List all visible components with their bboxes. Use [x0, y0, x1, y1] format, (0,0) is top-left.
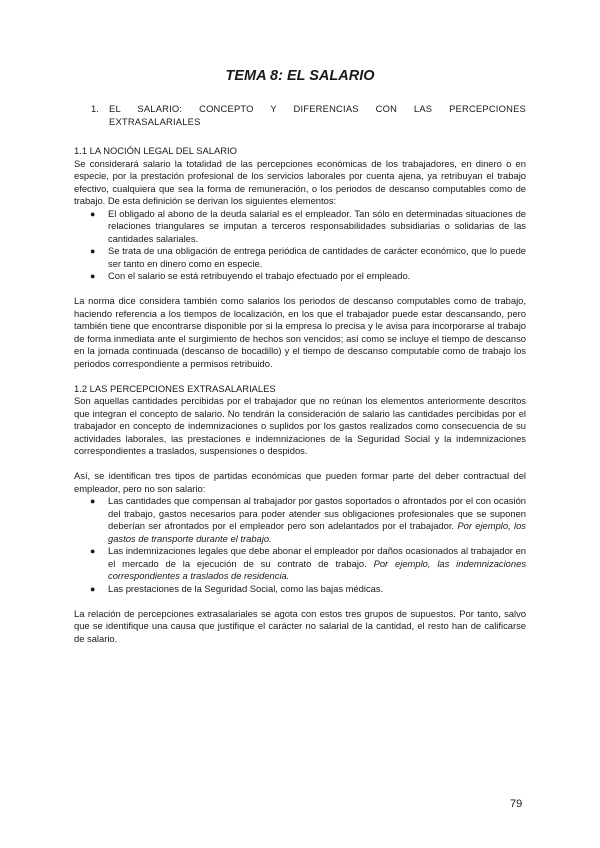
- bullet-list: [74, 495, 526, 595]
- section-number: 1.: [91, 103, 99, 114]
- paragraph: La norma dice considera también como salarios los periodos de descanso computables como de trabajo, haciendo referencia a los tiempos de localización, en los que el trabajador puede estar descansando, pero también tiene que encontrarse disponible por si la empresa lo precisa y le avisa para incorporarse al trabajo de forma inmediata ante el surgimiento de hechos son vencidos; así como se incluye el tiempo de descanso en la jornada continuada (descanso de bocadillo) y el tiempo de descanso computable como de trabajo los periodos correspondiente a permisos retribuido.: [74, 295, 526, 369]
- list-item: ● Se trata de una obligación de entrega periódica de cantidades de carácter económico, que lo puede ser tanto en dinero como en especie.: [90, 245, 526, 269]
- bullet-icon: ●: [90, 583, 96, 594]
- subsection-heading-1-2: 1.2 LAS PERCEPCIONES EXTRASALARIALES: [74, 382, 276, 394]
- subsection-heading-1-1: 1.1 LA NOCIÓN LEGAL DEL SALARIO: [74, 145, 237, 156]
- bullet-icon: ●: [90, 546, 96, 556]
- paragraph: Se considerará salario la totalidad de las percepciones económicas de los trabajadores, en dinero o en especie, por la prestación profesional de los servicios laborales por cuenta ajena, ya retribuyan el trabajo efectivo, cualquiera que sea la forma de remuneración, o los periodos de descanso computables como de trabajo. De esta definición se derivan los siguientes elementos:: [74, 157, 526, 206]
- list-item: ● El obligado al abono de la deuda salarial es el empleador. Tan sólo en determinadas situaciones de relaciones triangulares se imputan a terceros responsabilidades subsidiarias o solidarias de las cantidades salariales.: [90, 207, 526, 244]
- paragraph: Son aquellas cantidades percibidas por el trabajador que no reúnan los elementos anteriormente descritos que integran el concepto de salario. No tendrán la consideración de salario las cantidades percibidas por el trabajador en concepto de indemnizaciones o suplidos por los gastos realizados como consecuencia de su actividades laborales, las prestaciones e indemnizaciones de la Seguridad Social y la indemnizaciones correspondientes a traslados, suspensiones o despidos.: [74, 395, 526, 456]
- page-number: 79: [510, 798, 523, 810]
- bullet-list: [74, 208, 526, 283]
- section-heading: [91, 103, 526, 128]
- list-item: ● Las indemnizaciones legales que debe abonar el empleador por daños ocasionados al trabajador en el mercado de la ejecución de su contrato de trabajo. Por ejemplo, las indemnizaciones correspondientes a traslados de residencia.: [90, 545, 527, 581]
- list-item: ● Las prestaciones de la Seguridad Social, como las bajas médicas.: [90, 582, 384, 594]
- paragraph: La relación de percepciones extrasalariales se agota con estos tres grupos de supuestos. Por tanto, salvo que se identifique una causa que justifique el carácter no salarial de la cantidad, el resto han de calificarse de salario.: [74, 607, 526, 644]
- document-body: [74, 103, 526, 645]
- paragraph: Así, se identifican tres tipos de partidas económicas que pueden formar parte del deber contractual del empleador, pero no son salario:: [74, 470, 526, 494]
- section-title-line-1: EL SALARIO: CONCEPTO Y DIFERENCIAS CON LAS PERCEPCIONES: [109, 103, 526, 114]
- section-title-line-2: EXTRASALARIALES: [109, 115, 201, 127]
- page-title: TEMA 8: EL SALARIO: [225, 68, 375, 84]
- list-item: ● Las cantidades que compensan al trabajador por gastos soportados o afrontados por el con ocasión del trabajo, gastos necesarios para poder atender sus obligaciones profesionales que se suponen deberían ser afrontados por el empleador pero son adelantados por el trabajador. Por ejemplo, los gastos de transporte durante el trabajo.: [90, 495, 526, 544]
- list-item: ● Con el salario se está retribuyendo el trabajo efectuado por el empleado.: [90, 270, 411, 281]
- bullet-icon: ●: [90, 246, 96, 256]
- section-title: [109, 103, 526, 128]
- example-text: Por ejemplo, las indemnizaciones correspondientes a traslados de residencia.: [108, 557, 527, 581]
- bullet-icon: ●: [90, 208, 96, 219]
- bullet-icon: ●: [90, 271, 96, 281]
- bullet-icon: ●: [90, 496, 96, 506]
- example-text: Por ejemplo, los gastos de transporte durante el trabajo.: [108, 520, 526, 544]
